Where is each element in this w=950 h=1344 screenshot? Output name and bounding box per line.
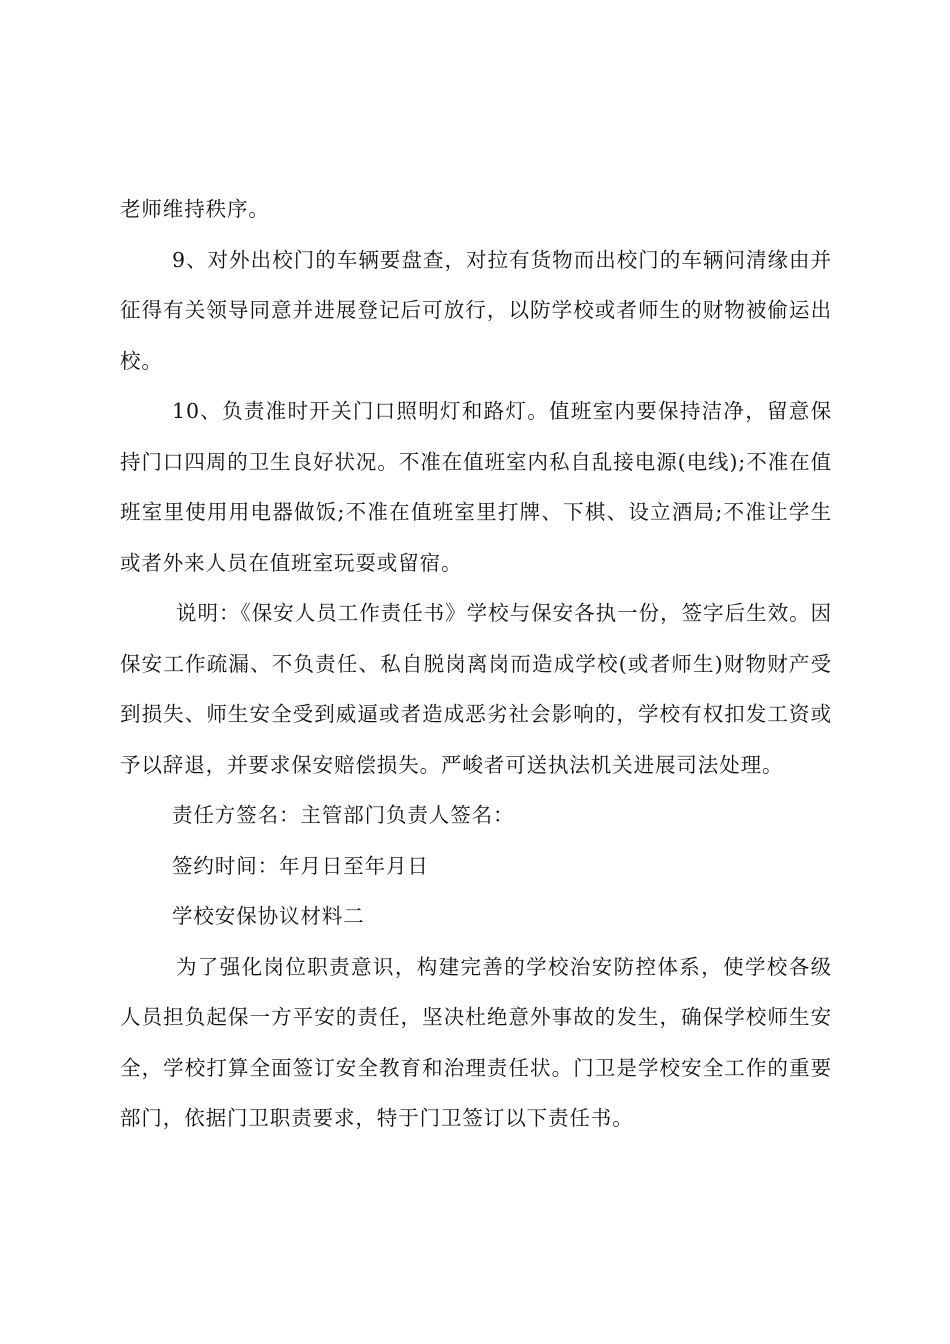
document-body bbox=[120, 184, 832, 1144]
paragraph-item-9: 9、对外出校门的车辆要盘查，对拉有货物而出校门的车辆问清缘由并征得有关领导同意并进展登记后可放行，以防学校或者师生的财物被偷运出校。 bbox=[120, 247, 832, 373]
paragraph-intro: 为了强化岗位职责意识，构建完善的学校治安防控体系，使学校各级人员担负起保一方平安的责任，坚决杜绝意外事故的发生，确保学校师生安全，学校打算全面签订安全教育和治理责任状。门卫是学校安全工作的重要部门，依据门卫职责要求，特于门卫签订以下责任书。 bbox=[120, 954, 832, 1130]
signature-line: 责任方签名：主管部门负责人签名： bbox=[172, 803, 515, 827]
paragraph-item-10: 10、负责准时开关门口照明灯和路灯。值班室内要保持洁净，留意保持门口四周的卫生良好状况。不准在值班室内私自乱接电源(电线);不准在值班室里使用用电器做饭;不准在值班室里打牌、下棋、设立酒局;不准让学生或者外来人员在值班室玩耍或留宿。 bbox=[120, 399, 832, 575]
paragraph-continuation: 老师维持秩序。 bbox=[120, 197, 270, 221]
signing-date-line: 签约时间：年月日至年月日 bbox=[172, 853, 429, 878]
section-heading: 学校安保协议材料二 bbox=[172, 904, 365, 928]
paragraph-note: 说明：《保安人员工作责任书》学校与保安各执一份，签字后生效。因保安工作疏漏、不负责任、私自脱岗离岗而造成学校(或者师生)财物财产受到损失、师生安全受到威逼或者造成恶劣社会影响的，学校有权扣发工资或予以辞退，并要求保安赔偿损失。严峻者可送执法机关进展司法处理。 bbox=[120, 601, 832, 777]
